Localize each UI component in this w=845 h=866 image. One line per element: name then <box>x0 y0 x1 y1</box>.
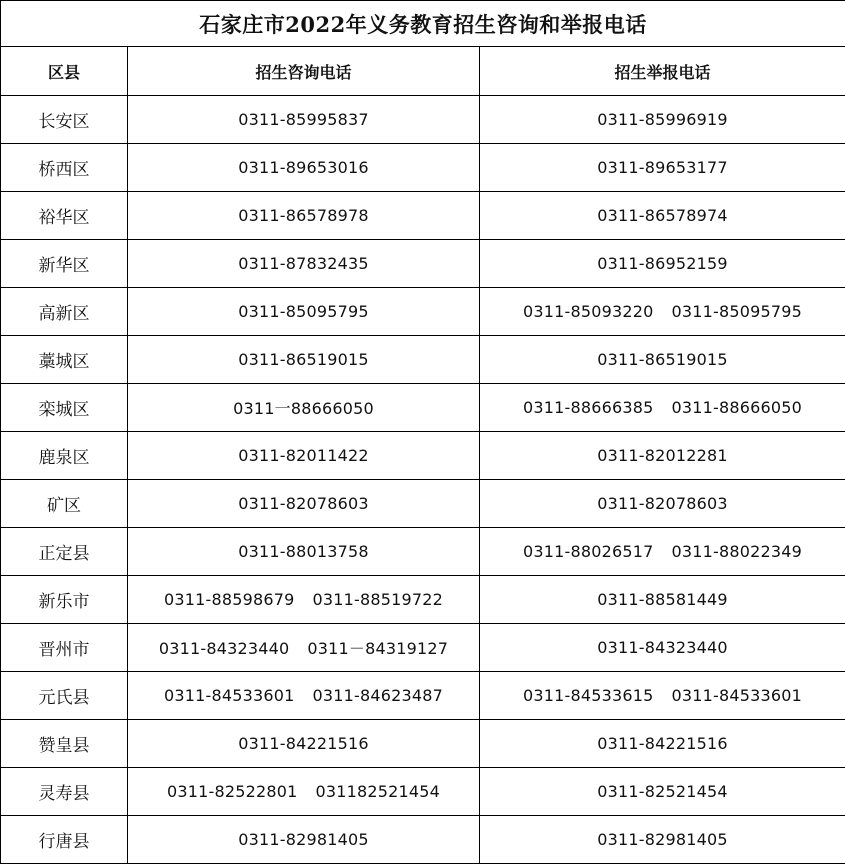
district-cell: 正定县 <box>1 528 128 576</box>
phone-number: 0311-86519015 <box>238 350 369 369</box>
table-row <box>1 816 845 864</box>
report-phone-cell <box>480 384 845 432</box>
district-cell: 晋州市 <box>1 624 128 672</box>
table-title: 石家庄市2022年义务教育招生咨询和举报电话 <box>1 1 845 47</box>
phone-number: 0311-88666385 <box>522 398 654 417</box>
table-row <box>1 240 845 288</box>
table-row <box>1 672 845 720</box>
district-cell: 元氏县 <box>1 672 128 720</box>
report-phone-cell <box>480 768 845 816</box>
consult-phone-cell <box>128 96 480 144</box>
district-cell: 矿区 <box>1 480 128 528</box>
phone-number: 0311-85093220 <box>522 302 654 321</box>
consult-phone-cell <box>128 528 480 576</box>
phone-number: 0311-84533601 <box>163 686 295 705</box>
table-row <box>1 720 845 768</box>
phone-number: 0311-84221516 <box>238 734 369 753</box>
phone-number: 0311-82011422 <box>238 446 369 465</box>
header-report-phone: 招生举报电话 <box>480 47 845 96</box>
table-body <box>1 96 845 864</box>
report-phone-cell <box>480 816 845 864</box>
consult-phone-cell <box>128 336 480 384</box>
phone-number: 0311-89653016 <box>238 158 369 177</box>
phone-number: 0311-86578978 <box>238 206 369 225</box>
report-phone-cell <box>480 192 845 240</box>
phone-number: 0311一88666050 <box>233 399 374 418</box>
phone-number: 0311-88519722 <box>312 590 444 609</box>
consult-phone-cell <box>128 480 480 528</box>
district-cell: 裕华区 <box>1 192 128 240</box>
phone-number: 031182521454 <box>315 782 441 801</box>
table-row <box>1 96 845 144</box>
phone-number: 0311-82981405 <box>238 830 369 849</box>
consult-phone-cell <box>128 576 480 624</box>
phone-number: 0311-82522801 <box>166 782 298 801</box>
report-phone-cell <box>480 240 845 288</box>
report-phone-cell <box>480 480 845 528</box>
consult-phone-cell <box>128 432 480 480</box>
district-cell: 新乐市 <box>1 576 128 624</box>
report-phone-cell <box>480 336 845 384</box>
title-row <box>1 1 845 47</box>
report-phone-cell <box>480 96 845 144</box>
phone-number: 0311-88666050 <box>671 398 803 417</box>
phone-number: 0311-85095795 <box>671 302 803 321</box>
table-row <box>1 288 845 336</box>
phone-number: 0311-84533615 <box>522 686 654 705</box>
consult-phone-cell <box>128 720 480 768</box>
consult-phone-cell <box>128 816 480 864</box>
phone-number: 0311-87832435 <box>238 254 369 273</box>
phone-number: 0311-88026517 <box>522 542 654 561</box>
phone-number: 0311-82078603 <box>597 494 728 513</box>
table-row <box>1 192 845 240</box>
table-row <box>1 432 845 480</box>
report-phone-cell <box>480 432 845 480</box>
phone-number: 0311-82078603 <box>238 494 369 513</box>
report-phone-cell <box>480 288 845 336</box>
phone-number: 0311-82012281 <box>597 446 728 465</box>
consult-phone-cell <box>128 240 480 288</box>
phone-number: 0311-85995837 <box>238 110 369 129</box>
report-phone-cell <box>480 720 845 768</box>
header-row <box>1 47 845 96</box>
phone-number: 0311-86578974 <box>597 206 728 225</box>
consult-phone-cell <box>128 624 480 672</box>
phone-number: 0311-82981405 <box>597 830 728 849</box>
phone-number: 0311-88598679 <box>163 590 295 609</box>
table-row <box>1 576 845 624</box>
district-cell: 高新区 <box>1 288 128 336</box>
table-row <box>1 144 845 192</box>
phone-number: 0311-84533601 <box>671 686 803 705</box>
phone-number: 0311-85095795 <box>238 302 369 321</box>
report-phone-cell <box>480 624 845 672</box>
table-row <box>1 480 845 528</box>
header-district: 区县 <box>1 47 128 96</box>
phone-number: 0311-88022349 <box>671 542 803 561</box>
consult-phone-cell <box>128 288 480 336</box>
district-cell: 长安区 <box>1 96 128 144</box>
report-phone-cell <box>480 576 845 624</box>
district-cell: 行唐县 <box>1 816 128 864</box>
consult-phone-cell <box>128 144 480 192</box>
phone-number: 0311-89653177 <box>597 158 728 177</box>
table-row <box>1 768 845 816</box>
district-cell: 赞皇县 <box>1 720 128 768</box>
phone-number: 0311-88581449 <box>597 590 728 609</box>
table-row <box>1 336 845 384</box>
report-phone-cell <box>480 144 845 192</box>
header-consult-phone: 招生咨询电话 <box>128 47 480 96</box>
district-cell: 桥西区 <box>1 144 128 192</box>
phone-number: 0311-84323440 <box>158 639 290 658</box>
consult-phone-cell <box>128 192 480 240</box>
district-cell: 鹿泉区 <box>1 432 128 480</box>
phone-number: 0311-84221516 <box>597 734 728 753</box>
phone-number: 0311-82521454 <box>597 782 728 801</box>
phone-number: 0311-84623487 <box>312 686 444 705</box>
district-cell: 灵寿县 <box>1 768 128 816</box>
consult-phone-cell <box>128 768 480 816</box>
district-cell: 栾城区 <box>1 384 128 432</box>
consult-phone-cell <box>128 384 480 432</box>
phone-number: 0311-88013758 <box>238 542 369 561</box>
phone-number: 0311－84319127 <box>307 639 449 658</box>
phone-number: 0311-84323440 <box>597 638 728 657</box>
district-cell: 新华区 <box>1 240 128 288</box>
table-row <box>1 384 845 432</box>
phone-number: 0311-85996919 <box>597 110 728 129</box>
phone-number: 0311-86952159 <box>597 254 728 273</box>
phone-number: 0311-86519015 <box>597 350 728 369</box>
district-cell: 藁城区 <box>1 336 128 384</box>
consult-phone-cell <box>128 672 480 720</box>
table-row <box>1 528 845 576</box>
report-phone-cell <box>480 528 845 576</box>
table-row <box>1 624 845 672</box>
report-phone-cell <box>480 672 845 720</box>
